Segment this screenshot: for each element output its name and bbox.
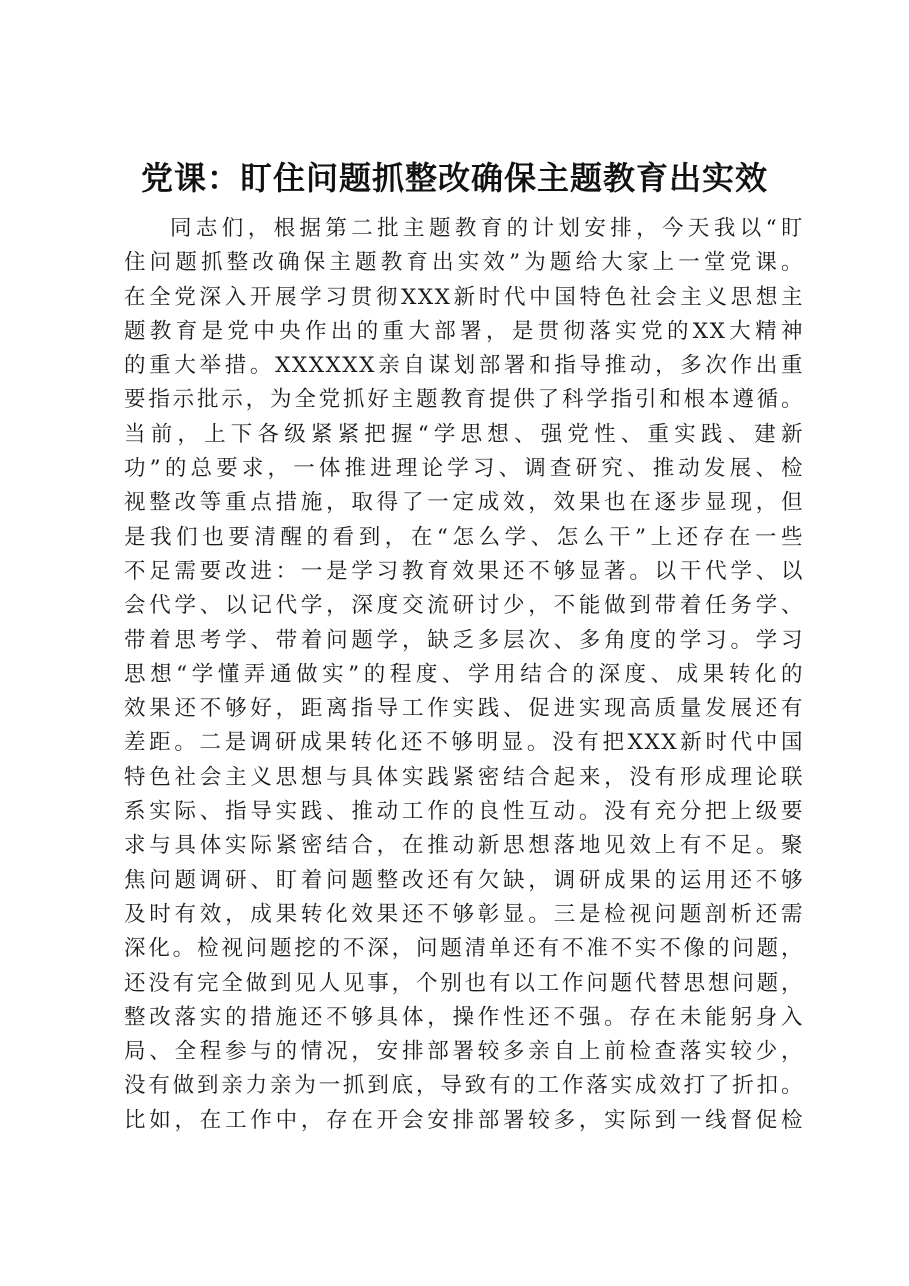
text-line: 没有做到亲力亲为一抓到底，导致有的工作落实成效打了折扣。 — [124, 1073, 804, 1099]
text-line: 同志们，根据第二批主题教育的计划安排，今天我以“盯 — [170, 216, 804, 241]
text-line: 系实际、指导实践、推动工作的良性互动。没有充分把上级要 — [124, 799, 804, 825]
text-line: 的重大举措。XXXXXX亲自谋划部署和指导推动，多次作出重 — [124, 353, 804, 379]
text-line: 差距。二是调研成果转化还不够明显。没有把XXX新时代中国 — [124, 730, 804, 756]
text-line: 及时有效，成果转化效果还不够彰显。三是检视问题剖析还需 — [124, 901, 804, 927]
text-line: 效果还不够好，距离指导工作实践、促进实现高质量发展还有 — [124, 696, 804, 722]
text-line: 是我们也要清醒的看到，在“怎么学、怎么干”上还存在一些 — [124, 524, 804, 550]
body-paragraph — [124, 212, 804, 1138]
text-line: 当前，上下各级紧紧把握“学思想、强党性、重实践、建新 — [124, 421, 804, 447]
text-line: 特色社会主义思想与具体实践紧密结合起来，没有形成理论联 — [124, 764, 804, 790]
text-line: 还没有完全做到见人见事，个别也有以工作问题代替思想问题， — [124, 970, 804, 996]
text-line: 要指示批示，为全党抓好主题教育提供了科学指引和根本遵循。 — [124, 387, 804, 413]
text-line: 整改落实的措施还不够具体，操作性还不强。存在未能躬身入 — [124, 1004, 804, 1030]
text-line: 不足需要改进：一是学习教育效果还不够显著。以干代学、以 — [124, 558, 804, 584]
text-line: 求与具体实际紧密结合，在推动新思想落地见效上有不足。聚 — [124, 833, 804, 859]
text-line: 功”的总要求，一体推进理论学习、调查研究、推动发展、检 — [124, 456, 804, 482]
text-line: 视整改等重点措施，取得了一定成效，效果也在逐步显现，但 — [124, 490, 804, 516]
document-title: 党课：盯住问题抓整改确保主题教育出实效 — [140, 159, 768, 197]
text-line: 比如，在工作中，存在开会安排部署较多，实际到一线督促检 — [124, 1107, 804, 1133]
text-line: 住问题抓整改确保主题教育出实效”为题给大家上一堂党课。 — [124, 250, 804, 276]
text-line: 深化。检视问题挖的不深，问题清单还有不准不实不像的问题， — [124, 936, 804, 962]
text-line: 在全党深入开展学习贯彻XXX新时代中国特色社会主义思想主 — [124, 284, 804, 310]
text-line: 带着思考学、带着问题学，缺乏多层次、多角度的学习。学习 — [124, 627, 804, 653]
text-line: 会代学、以记代学，深度交流研讨少，不能做到带着任务学、 — [124, 593, 804, 619]
text-line: 局、全程参与的情况，安排部署较多亲自上前检查落实较少， — [124, 1039, 804, 1065]
text-line: 题教育是党中央作出的重大部署，是贯彻落实党的XX大精神 — [124, 318, 804, 344]
text-line: 焦问题调研、盯着问题整改还有欠缺，调研成果的运用还不够 — [124, 867, 804, 893]
text-line: 思想“学懂弄通做实”的程度、学用结合的深度、成果转化的 — [124, 661, 804, 687]
